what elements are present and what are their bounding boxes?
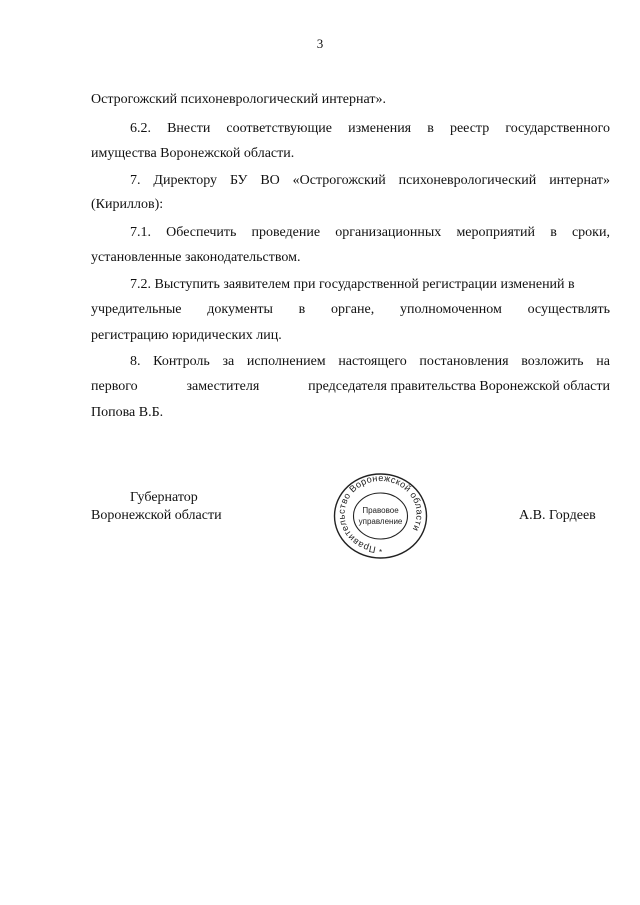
text-line-10: регистрацию юридических лиц. bbox=[91, 328, 282, 343]
word: председателя правительства Воронежской области bbox=[308, 379, 610, 394]
word: ВО bbox=[260, 173, 280, 188]
word: Обеспечить bbox=[166, 225, 237, 240]
text-line-11 bbox=[130, 353, 610, 370]
text-line-7: установленные законодательством. bbox=[91, 250, 301, 265]
text-line-3: имущества Воронежской области. bbox=[91, 146, 295, 161]
stamp-ring-text: Правительство Воронежской области bbox=[336, 472, 425, 555]
word: уполномоченном bbox=[399, 302, 502, 317]
signature-position-line2: Воронежской области bbox=[91, 508, 222, 523]
stamp-inner-ring bbox=[354, 493, 408, 539]
word: исполнением bbox=[246, 354, 326, 369]
text-line-8: 7.2. Выступить заявителем при государственной регистрации изменений в bbox=[130, 277, 575, 292]
word: заместителя bbox=[186, 379, 260, 394]
text-line-9 bbox=[91, 301, 610, 318]
word: организационных bbox=[335, 225, 442, 240]
stamp-star: * bbox=[378, 548, 383, 557]
stamp-center-line2: управление bbox=[358, 517, 403, 526]
word: 6.2. bbox=[130, 121, 151, 136]
word: 8. bbox=[130, 354, 141, 369]
text-line-4 bbox=[130, 172, 610, 189]
page-number: 3 bbox=[316, 36, 324, 51]
word: Контроль bbox=[153, 354, 210, 369]
signature-position-line1: Губернатор bbox=[130, 490, 198, 505]
word: настоящего bbox=[338, 354, 407, 369]
word: органе, bbox=[331, 302, 375, 317]
official-stamp-seal bbox=[329, 471, 432, 561]
text-line-6 bbox=[130, 224, 610, 241]
word: на bbox=[596, 354, 610, 369]
word: документы bbox=[207, 302, 273, 317]
word: 7.1. bbox=[130, 225, 151, 240]
stamp-center-line1: Правовое bbox=[362, 506, 399, 515]
word: соответствующие bbox=[226, 121, 332, 136]
word: Директору bbox=[153, 173, 218, 188]
word: проведение bbox=[251, 225, 321, 240]
text-line-13: Попова В.Б. bbox=[91, 405, 164, 420]
word: сроки, bbox=[571, 225, 610, 240]
word: осуществлять bbox=[527, 302, 610, 317]
word: в bbox=[550, 225, 557, 240]
text-line-5: (Кириллов): bbox=[91, 197, 164, 212]
text-line-1: Острогожский психоневрологический интернат». bbox=[91, 92, 386, 107]
word: Внести bbox=[167, 121, 211, 136]
word: БУ bbox=[229, 173, 248, 188]
text-line-2 bbox=[130, 120, 610, 137]
word: 7. bbox=[130, 173, 141, 188]
word: «Острогожский bbox=[292, 173, 386, 188]
word: интернат» bbox=[549, 173, 610, 188]
word: постановления bbox=[419, 354, 509, 369]
word: реестр bbox=[449, 121, 490, 136]
signatory-name: А.В. Гордеев bbox=[519, 508, 596, 523]
word: психоневрологический bbox=[398, 173, 537, 188]
word: мероприятий bbox=[456, 225, 536, 240]
word: первого bbox=[91, 379, 138, 394]
word: государственного bbox=[505, 121, 610, 136]
word: учредительные bbox=[91, 302, 182, 317]
word: возложить bbox=[521, 354, 584, 369]
word: в bbox=[427, 121, 434, 136]
text-line-12 bbox=[91, 378, 610, 395]
word: изменения bbox=[348, 121, 412, 136]
word: за bbox=[222, 354, 235, 369]
word: в bbox=[298, 302, 306, 317]
